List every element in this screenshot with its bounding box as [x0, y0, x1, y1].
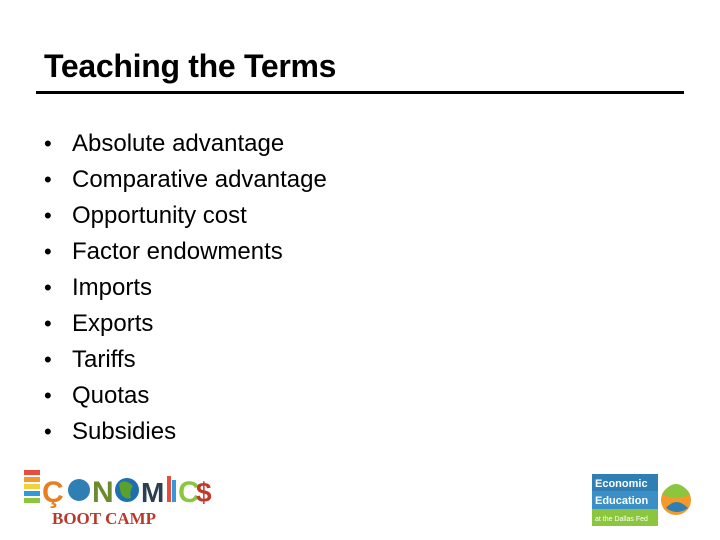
list-item — [44, 162, 327, 198]
list-item-label: Exports — [72, 310, 154, 337]
bullet-icon: • — [44, 311, 52, 336]
list-item-label: Tariffs — [72, 346, 136, 373]
bullet-icon: • — [44, 275, 52, 300]
slide-title: Teaching the Terms — [44, 48, 337, 84]
svg-text:N: N — [92, 476, 114, 509]
list-item-label: Subsidies — [72, 418, 177, 445]
bullet-icon: • — [44, 419, 52, 444]
svg-text:$: $ — [196, 477, 212, 508]
svg-text:Education: Education — [595, 495, 649, 507]
svg-text:M: M — [141, 477, 165, 508]
boot-camp-text: BOOT CAMP — [52, 509, 157, 528]
bullet-icon: • — [44, 239, 52, 264]
terms-list — [44, 126, 327, 450]
list-item — [44, 270, 327, 306]
list-item — [44, 234, 327, 270]
list-item — [44, 306, 327, 342]
bullet-icon: • — [44, 347, 52, 372]
list-item-label: Factor endowments — [72, 238, 283, 265]
bullet-icon: • — [44, 203, 52, 228]
list-item — [44, 378, 327, 414]
list-item-label: Absolute advantage — [72, 130, 285, 157]
list-item-label: Imports — [72, 274, 153, 301]
svg-text:Ç: Ç — [42, 476, 64, 509]
bullet-icon: • — [44, 167, 52, 192]
list-item-label: Opportunity cost — [72, 202, 247, 229]
bullet-icon: • — [44, 131, 52, 156]
list-item-label: Quotas — [72, 382, 150, 409]
bullet-icon: • — [44, 383, 52, 408]
svg-text:at the Dallas Fed: at the Dallas Fed — [595, 516, 648, 523]
economic-education-logo — [592, 474, 692, 528]
list-item — [44, 342, 327, 378]
list-item — [44, 126, 327, 162]
svg-text:Economic: Economic — [595, 478, 648, 490]
list-item — [44, 414, 327, 450]
title-underline — [36, 91, 684, 94]
list-item — [44, 198, 327, 234]
economics-boot-camp-logo — [24, 466, 214, 528]
list-item-label: Comparative advantage — [72, 166, 327, 193]
svg-text:C: C — [178, 476, 200, 509]
